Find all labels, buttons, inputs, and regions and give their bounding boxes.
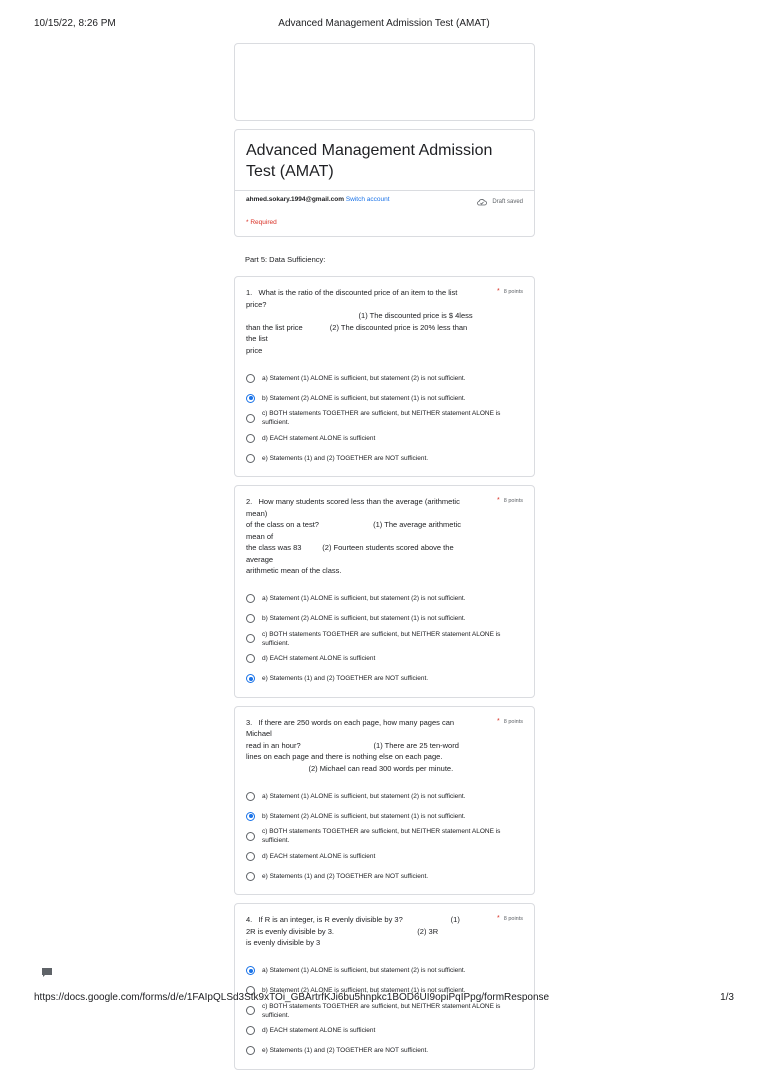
form-title: Advanced Management Admission Test (AMAT) (246, 142, 493, 180)
radio-checked-icon[interactable] (246, 394, 255, 403)
print-url: https://docs.google.com/forms/d/e/1FAIpQLSd3Stk9xTOi_GBArtrfKJi6bu5hnpkc1BOD6UI9opiPqIPpg/formResponse (34, 992, 550, 1003)
answer-option-label: d) EACH statement ALONE is sufficient (262, 1027, 376, 1034)
required-asterisk: * (497, 915, 500, 922)
answer-option-label: a) Statement (1) ALONE is sufficient, but statement (2) is not sufficient. (262, 374, 466, 382)
answer-option[interactable] (246, 866, 523, 886)
header-banner (234, 43, 535, 121)
answer-option[interactable] (246, 961, 523, 981)
question-card (234, 276, 535, 477)
radio-unchecked-icon[interactable] (246, 454, 255, 463)
form-column (234, 43, 535, 1078)
required-asterisk: * (497, 288, 500, 295)
answer-options (246, 961, 523, 1061)
answer-option-label: b) Statement (2) ALONE is sufficient, but statement (1) is not sufficient. (262, 987, 466, 994)
answer-option-label: d) EACH statement ALONE is sufficient (262, 852, 376, 860)
answer-option[interactable] (246, 609, 523, 629)
answer-option-label: a) Statement (1) ALONE is sufficient, but statement (2) is not sufficient. (262, 792, 466, 800)
points-label: 8 points (503, 289, 523, 295)
radio-unchecked-icon[interactable] (246, 594, 255, 603)
answer-option-label: b) Statement (2) ALONE is sufficient, but statement (1) is not sufficient. (262, 812, 466, 820)
question-points (497, 915, 523, 922)
radio-unchecked-icon[interactable] (246, 434, 255, 443)
answer-option[interactable] (246, 669, 523, 689)
print-datetime: 10/15/22, 8:26 PM (34, 18, 116, 29)
radio-unchecked-icon[interactable] (246, 1046, 255, 1055)
question-points (497, 718, 523, 725)
answer-options (246, 368, 523, 468)
answer-option-label: c) BOTH statements TOGETHER are sufficient, but NEITHER statement ALONE is sufficient. (262, 410, 501, 426)
required-note: * Required (246, 219, 277, 226)
question-points (497, 288, 523, 295)
answer-option-label: e) Statements (1) and (2) TOGETHER are NOT sufficient. (262, 872, 429, 880)
radio-unchecked-icon[interactable] (246, 614, 255, 623)
answer-option[interactable] (246, 786, 523, 806)
answer-option[interactable] (246, 408, 523, 428)
points-label: 8 points (503, 718, 523, 725)
answer-option[interactable] (246, 1041, 523, 1061)
draft-status (477, 198, 523, 206)
answer-option[interactable] (246, 388, 523, 408)
answer-option-label: b) Statement (2) ALONE is sufficient, but statement (1) is not sufficient. (262, 394, 466, 402)
question-card (234, 706, 535, 896)
print-doc-title: Advanced Management Admission Test (AMAT) (278, 18, 490, 29)
question-card (234, 485, 535, 698)
question-card (234, 903, 535, 1070)
feedback-flag-icon[interactable] (42, 968, 52, 977)
draft-status-label: Draft saved (492, 199, 523, 205)
answer-option-label: b) Statement (2) ALONE is sufficient, but statement (1) is not sufficient. (262, 615, 466, 622)
question-list (234, 276, 535, 1070)
radio-checked-icon[interactable] (246, 966, 255, 975)
question-points (497, 497, 523, 504)
required-asterisk: * (497, 497, 500, 504)
question-text: 4. If R is an integer, is R evenly divisible by 3? (1) 2R is evenly divisible by 3. (2) 3R is evenly divisible by 3 (246, 915, 460, 947)
switch-account-link[interactable]: Switch account (345, 196, 390, 203)
points-label: 8 points (503, 498, 523, 504)
required-asterisk: * (497, 717, 500, 725)
section-title: Part 5: Data Sufficiency: (245, 255, 326, 264)
answer-option-label: a) Statement (1) ALONE is sufficient, but statement (2) is not sufficient. (262, 595, 466, 602)
radio-unchecked-icon[interactable] (246, 852, 255, 861)
radio-unchecked-icon[interactable] (246, 414, 255, 423)
answer-option-label: c) BOTH statements TOGETHER are sufficient, but NEITHER statement ALONE is sufficient. (262, 630, 501, 647)
radio-unchecked-icon[interactable] (246, 654, 255, 663)
account-email: ahmed.sokary.1994@gmail.com (246, 196, 344, 203)
answer-option[interactable] (246, 368, 523, 388)
question-text: 2. How many students scored less than the average (arithmetic mean) of the class on a test? (1) The average arithmetic mean of the class was 83 (2) Fourteen students scored above the average arithmetic mean of the class. (246, 497, 461, 575)
question-text: 1. What is the ratio of the discounted price of an item to the list price? (1) The discounted price is $ 4less than the list price (2) The discounted price is 20% less than the list price (246, 288, 473, 355)
account-row (235, 190, 534, 219)
answer-option[interactable] (246, 448, 523, 468)
answer-option[interactable] (246, 589, 523, 609)
print-header (34, 18, 734, 32)
answer-option-label: e) Statements (1) and (2) TOGETHER are NOT sufficient. (262, 454, 429, 462)
radio-unchecked-icon[interactable] (246, 792, 255, 801)
print-page-number: 1/3 (720, 992, 734, 1003)
cloud-check-icon (477, 198, 487, 206)
radio-unchecked-icon[interactable] (246, 374, 255, 383)
answer-option-label: a) Statement (1) ALONE is sufficient, but statement (2) is not sufficient. (262, 967, 466, 974)
answer-options (246, 786, 523, 886)
radio-unchecked-icon[interactable] (246, 634, 255, 643)
answer-option[interactable] (246, 826, 523, 846)
answer-option-label: e) Statements (1) and (2) TOGETHER are NOT sufficient. (262, 675, 429, 682)
answer-option[interactable] (246, 846, 523, 866)
answer-option-label: e) Statements (1) and (2) TOGETHER are NOT sufficient. (262, 1047, 429, 1054)
answer-option-label: d) EACH statement ALONE is sufficient (262, 655, 376, 662)
print-footer (34, 992, 734, 1006)
radio-unchecked-icon[interactable] (246, 832, 255, 841)
points-label: 8 points (503, 916, 523, 922)
answer-option-label: d) EACH statement ALONE is sufficient (262, 434, 376, 442)
question-text: 3. If there are 250 words on each page, how many pages can Michael read in an hour? (1) There are 25 ten-word lines on each page and there is nothing else on each page. (2) Michael can read 300 words per minute. (246, 717, 459, 773)
answer-option[interactable] (246, 428, 523, 448)
radio-unchecked-icon[interactable] (246, 1026, 255, 1035)
answer-option-label: c) BOTH statements TOGETHER are sufficient, but NEITHER statement ALONE is sufficient. (262, 828, 501, 844)
radio-checked-icon[interactable] (246, 812, 255, 821)
answer-option[interactable] (246, 649, 523, 669)
answer-option[interactable] (246, 806, 523, 826)
answer-option-label: c) BOTH statements TOGETHER are sufficient, but NEITHER statement ALONE is sufficient. (262, 1002, 501, 1019)
radio-checked-icon[interactable] (246, 674, 255, 683)
answer-option[interactable] (246, 629, 523, 649)
form-title-card (234, 129, 535, 237)
radio-unchecked-icon[interactable] (246, 872, 255, 881)
radio-unchecked-icon[interactable] (246, 1006, 255, 1015)
answer-options (246, 589, 523, 689)
